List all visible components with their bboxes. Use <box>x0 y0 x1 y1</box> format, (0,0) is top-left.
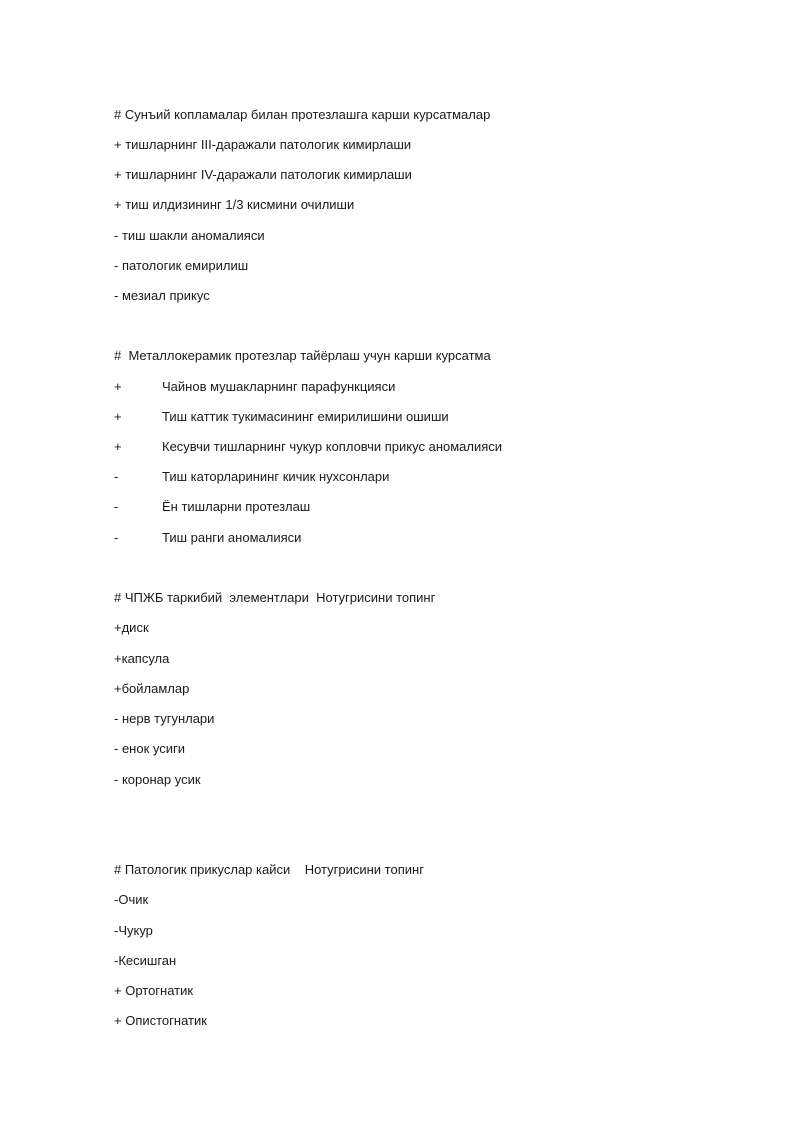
answer-text: Тиш каторларининг кичик нухсонлари <box>162 469 390 484</box>
question-heading: # Патологик прикуслар кайси Нотугрисини топинг <box>114 862 424 877</box>
answer-option: - патологик емирилиш <box>114 258 249 273</box>
answer-marker: - <box>114 530 119 545</box>
answer-marker: - <box>114 499 119 514</box>
answer-option: +капсула <box>114 651 170 666</box>
answer-marker: + <box>114 379 122 394</box>
answer-text: Чайнов мушакларнинг парафункцияси <box>162 379 396 394</box>
answer-option: + Ортогнатик <box>114 983 194 998</box>
answer-option: + тиш илдизининг 1/3 кисмини очилиши <box>114 197 355 212</box>
answer-option: + тишларнинг III-даражали патологик кимирлаши <box>114 137 412 152</box>
answer-option: - нерв тугунлари <box>114 711 215 726</box>
answer-option <box>114 438 503 456</box>
answer-option: +бойламлар <box>114 681 190 696</box>
answer-option: -Чукур <box>114 923 153 938</box>
answer-option: - тиш шакли аномалияси <box>114 228 265 243</box>
answer-option: - енок усиги <box>114 741 185 756</box>
answer-option: + тишларнинг IV-даражали патологик кимирлаши <box>114 167 412 182</box>
answer-text: Тиш каттик тукимасининг емирилишини ошиши <box>162 409 449 424</box>
answer-option <box>114 378 396 396</box>
answer-marker: + <box>114 409 122 424</box>
answer-text: Тиш ранги аномалияси <box>162 530 302 545</box>
answer-text: Ён тишларни протезлаш <box>162 499 311 514</box>
answer-option <box>114 468 390 486</box>
answer-option: -Очик <box>114 892 149 907</box>
question-heading: # ЧПЖБ таркибий элементлари Нотугрисини топинг <box>114 590 436 605</box>
answer-marker: - <box>114 469 119 484</box>
answer-text: Кесувчи тишларнинг чукур копловчи прикус аномалияси <box>162 439 503 454</box>
answer-option: +диск <box>114 620 149 635</box>
question-heading: # Сунъий копламалар билан протезлашга карши курсатмалар <box>114 107 491 122</box>
answer-option <box>114 408 449 426</box>
answer-option: - коронар усик <box>114 772 201 787</box>
answer-option: - мезиал прикус <box>114 288 210 303</box>
answer-option: + Опистогнатик <box>114 1013 207 1028</box>
answer-marker: + <box>114 439 122 454</box>
answer-option <box>114 498 311 516</box>
answer-option <box>114 529 302 547</box>
answer-option: -Кесишган <box>114 953 177 968</box>
question-heading: # Металлокерамик протезлар тайёрлаш учун карши курсатма <box>114 348 491 363</box>
